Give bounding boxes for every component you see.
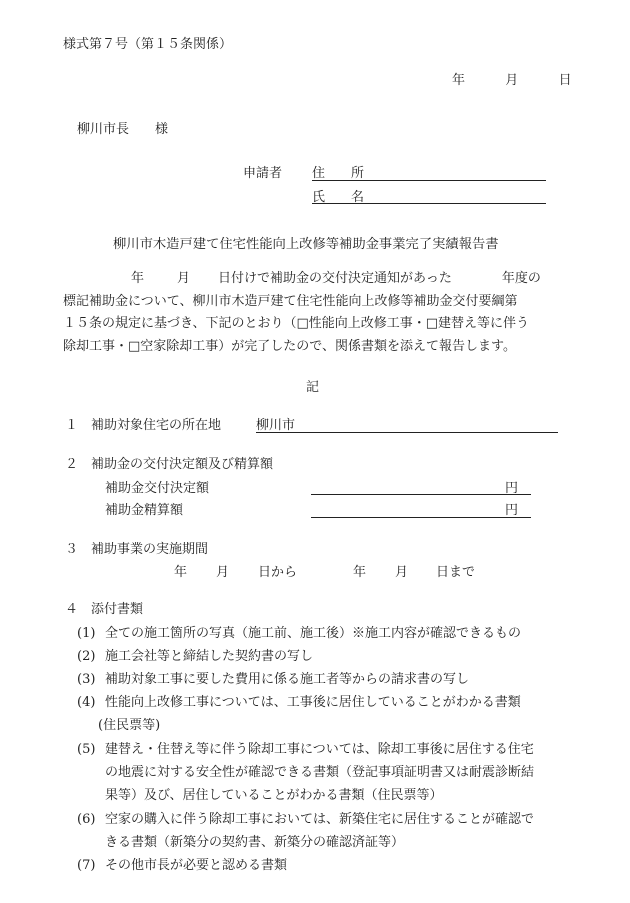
body-line-2: 標記補助金について、柳川市木造戸建て住宅性能向上改修等補助金交付要綱第 bbox=[63, 293, 518, 309]
attachment-2-text: 施工会社等と締結した契約書の写し bbox=[105, 649, 314, 664]
section1-label: 補助対象住宅の所在地 bbox=[91, 418, 222, 433]
section4-label: 添付書類 bbox=[91, 602, 144, 617]
period-to-year: 年 bbox=[353, 565, 367, 580]
settlement-amount-label: 補助金精算額 bbox=[105, 503, 184, 518]
document-title: 柳川市木造戸建て住宅性能向上改修等補助金事業完了実績報告書 bbox=[113, 237, 499, 252]
name-field-line bbox=[312, 203, 546, 204]
attachment-2-number: (2) bbox=[77, 649, 96, 664]
body-line-4: 除却工事・□空家除却工事）が完了したので、関係書類を添えて報告します。 bbox=[63, 338, 516, 354]
date-month: 月 bbox=[505, 73, 519, 88]
period-to-day: 日まで bbox=[436, 565, 476, 580]
attachment-4-text-line2: (住民票等) bbox=[98, 718, 161, 733]
attachment-5-text-line3: 果等）及び、居住していることがわかる書類（住民票等） bbox=[105, 788, 443, 803]
attachment-1-number: (1) bbox=[77, 626, 96, 641]
name-label: 氏 名 bbox=[312, 190, 365, 205]
attachment-5-number: (5) bbox=[77, 742, 96, 757]
date-year: 年 bbox=[452, 73, 466, 88]
period-from-year: 年 bbox=[174, 565, 188, 580]
date-line bbox=[452, 72, 572, 90]
section1-number: １ bbox=[65, 418, 79, 433]
section2-number: ２ bbox=[65, 457, 79, 472]
attachment-7-text: その他市長が必要と認める書類 bbox=[105, 858, 288, 873]
period-from-day: 日から bbox=[258, 565, 298, 580]
settlement-amount-line bbox=[311, 517, 531, 518]
body-line-3: １５条の規定に基づき、下記のとおり（□性能向上改修工事・□建替え等に伴う bbox=[63, 316, 530, 331]
body-line-1: 年 月 日付けで補助金の交付決定通知があった 年度の bbox=[131, 271, 541, 286]
applicant-label: 申請者 bbox=[243, 166, 283, 181]
attachment-4-number: (4) bbox=[77, 695, 96, 710]
attachment-5-text-line1: 建替え・住替え等に伴う除却工事については、除却工事後に居住する住宅 bbox=[105, 742, 534, 757]
addressee: 柳川市長 様 bbox=[77, 122, 169, 137]
section3-number: ３ bbox=[65, 542, 79, 557]
decision-amount-label: 補助金交付決定額 bbox=[105, 481, 210, 496]
attachment-6-text-line1: 空家の購入に伴う除却工事においては、新築住宅に居住することが確認で bbox=[105, 812, 535, 827]
address-field-line bbox=[312, 180, 546, 181]
section4-number: ４ bbox=[65, 602, 79, 617]
form-number: 様式第７号（第１５条関係） bbox=[63, 37, 233, 52]
attachment-7-number: (7) bbox=[77, 858, 96, 873]
attachment-4-text-line1: 性能向上改修工事については、工事後に居住していることがわかる書類 bbox=[105, 695, 521, 710]
section2-label: 補助金の交付決定額及び精算額 bbox=[91, 457, 274, 472]
date-day: 日 bbox=[558, 73, 572, 88]
attachment-5-text-line2: の地震に対する安全性が確認できる書類（登記事項証明書又は耐震診断結 bbox=[105, 765, 535, 780]
decision-amount-unit: 円 bbox=[505, 481, 519, 496]
ki-heading: 記 bbox=[306, 380, 320, 395]
period-from-month: 月 bbox=[216, 565, 230, 580]
attachment-3-number: (3) bbox=[77, 672, 96, 687]
attachment-1-text: 全ての施工箇所の写真（施工前、施工後）※施工内容が確認できるもの bbox=[105, 626, 522, 641]
decision-amount-line bbox=[311, 494, 531, 495]
body-paragraph bbox=[63, 268, 563, 358]
settlement-amount-unit: 円 bbox=[505, 503, 519, 518]
attachment-6-text-line2: きる書類（新築分の契約書、新築分の確認済証等） bbox=[105, 835, 405, 850]
section1-field-line bbox=[256, 432, 558, 433]
section1-value: 柳川市 bbox=[256, 418, 296, 433]
attachment-3-text: 補助対象工事に要した費用に係る施工者等からの請求書の写し bbox=[105, 672, 470, 687]
attachment-6-number: (6) bbox=[77, 812, 96, 827]
period-to-month: 月 bbox=[395, 565, 409, 580]
section3-label: 補助事業の実施期間 bbox=[91, 542, 209, 557]
address-label: 住 所 bbox=[312, 166, 365, 181]
